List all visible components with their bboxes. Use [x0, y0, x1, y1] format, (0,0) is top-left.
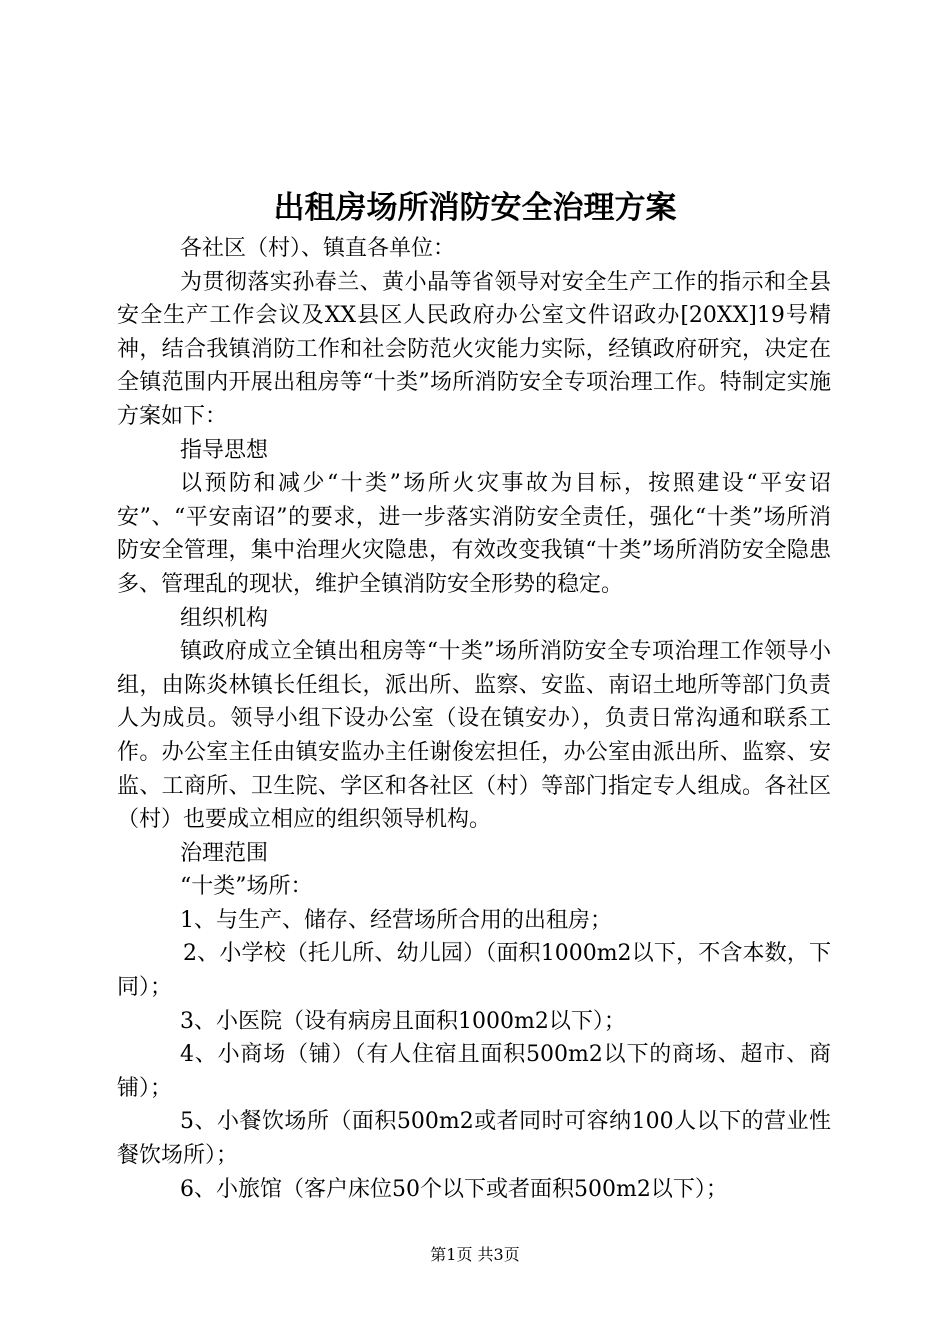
page-footer: 第1页 共3页 [430, 1245, 520, 1264]
section-heading: 指导思想 [180, 437, 269, 463]
section-heading: 治理范围 [180, 840, 269, 866]
document-title: 出租房场所消防安全治理方案 [273, 190, 677, 226]
section-heading: 组织机构 [180, 605, 269, 631]
list-item: 2、小学校（托儿所、幼儿园）（面积1000m2以下，不含本数，下同）； [117, 941, 831, 1001]
document-body [117, 232, 831, 1206]
list-item: 5、小餐饮场所（面积500m2或者同时可容纳100人以下的营业性餐饮场所）； [117, 1109, 831, 1169]
paragraph-organization: 镇政府成立全镇出租房等“十类”场所消防安全专项治理工作领导小组，由陈炎林镇长任组长，派出所、监察、安监、南诏土地所等部门负责人为成员。领导小组下设办公室（设在镇安办），负责日常沟通和联系工作。办公室主任由镇安监办主任谢俊宏担任，办公室由派出所、监察、安监、工商所、卫生院、学区和各社区（村）等部门指定专人组成。各社区（村）也要成立相应的组织领导机构。 [117, 639, 831, 833]
paragraph-guiding: 以预防和减少“十类”场所火灾事故为目标，按照建设“平安诏安”、“平安南诏”的要求，进一步落实消防安全责任，强化“十类”场所消防安全管理，集中治理火灾隐患，有效改变我镇“十类”场所消防安全隐患多、管理乱的现状，维护全镇消防安全形势的稳定。 [117, 471, 831, 597]
list-item: 4、小商场（铺）（有人住宿且面积500m2以下的商场、超市、商铺）； [117, 1042, 831, 1101]
list-item: 1、与生产、储存、经营场所合用的出租房； [180, 907, 612, 933]
subheading: “十类”场所： [180, 874, 313, 900]
paragraph-intro: 为贯彻落实孙春兰、黄小晶等省领导对安全生产工作的指示和全县安全生产工作会议及XX县区人民政府办公室文件诏政办[20XX]19号精神，结合我镇消防工作和社会防范火灾能力实际，经镇政府研究，决定在全镇范围内开展出租房等“十类”场所消防安全专项治理工作。特制定实施方案如下： [117, 269, 831, 429]
list-item: 3、小医院（设有病房且面积1000m2以下）； [180, 1008, 626, 1034]
salutation: 各社区（村）、镇直各单位： [180, 236, 456, 261]
list-item: 6、小旅馆（客户床位50个以下或者面积500m2以下）； [180, 1176, 728, 1202]
